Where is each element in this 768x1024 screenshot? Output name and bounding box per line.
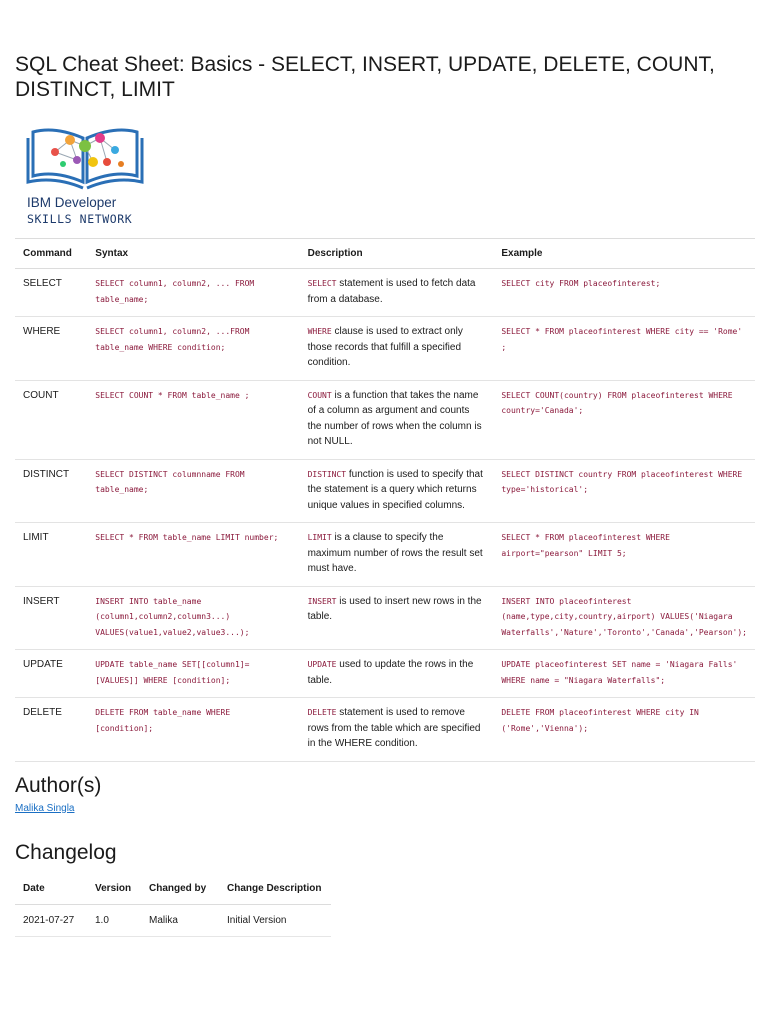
header-description: Description (300, 239, 494, 269)
example-cell: DELETE FROM placeofinterest WHERE city IN ('Rome','Vienna'); (493, 698, 755, 762)
description-text: function is used to specify that the statement is a query which returns unique values in specified columns. (307, 468, 483, 511)
command-cell: COUNT (15, 380, 87, 459)
table-header-row (15, 239, 755, 269)
logo-text-ibm-developer: IBM Developer (27, 195, 117, 210)
description-keyword: WHERE (307, 327, 332, 336)
description-keyword: SELECT (307, 279, 337, 288)
description-keyword: COUNT (307, 390, 332, 400)
changelog-row (15, 904, 331, 936)
example-cell: UPDATE placeofinterest SET name = 'Niagara Falls' WHERE name = "Niagara Waterfalls"; (493, 650, 755, 698)
command-cell: WHERE (15, 317, 87, 381)
description-text: clause is used to extract only those records that fulfill a specified condition. (307, 326, 463, 368)
page-title: SQL Cheat Sheet: Basics - SELECT, INSERT, UPDATE, DELETE, COUNT, DISTINCT, LIMIT (15, 53, 715, 101)
description-cell (300, 698, 494, 762)
description-keyword: UPDATE (307, 660, 337, 669)
description-keyword: LIMIT (307, 533, 332, 542)
description-text: is a function that takes the name of a column as argument and counts the number of rows when the column is not NULL. (307, 389, 482, 447)
description-cell (300, 269, 494, 317)
header-syntax: Syntax (87, 239, 299, 269)
table-row (15, 269, 755, 317)
example-cell: SELECT DISTINCT country FROM placeofinterest WHERE type='historical'; (493, 459, 755, 523)
header-change-description: Change Description (219, 873, 331, 905)
command-cell: INSERT (15, 586, 87, 650)
changelog-heading: Changelog (15, 840, 117, 864)
syntax-cell: SELECT COUNT * FROM table_name ; (87, 380, 299, 459)
syntax-cell: SELECT * FROM table_name LIMIT number; (87, 523, 299, 587)
table-row (15, 586, 755, 650)
changelog-header-row (15, 873, 331, 905)
description-keyword: INSERT (307, 596, 337, 606)
description-cell (300, 523, 494, 587)
description-text: statement is used to fetch data from a database. (307, 278, 476, 305)
example-cell: SELECT city FROM placeofinterest; (493, 269, 755, 317)
syntax-cell: SELECT column1, column2, ... FROM table_name; (87, 269, 299, 317)
example-cell: SELECT COUNT(country) FROM placeofinterest WHERE country='Canada'; (493, 380, 755, 459)
table-row (15, 380, 755, 459)
syntax-cell: DELETE FROM table_name WHERE [condition]; (87, 698, 299, 762)
header-changed-by: Changed by (141, 873, 219, 905)
description-text: is a clause to specify the maximum number of rows the result set must have. (307, 532, 483, 574)
logo-text-skills-network: SKILLS NETWORK (27, 212, 133, 226)
header-command: Command (15, 239, 87, 269)
example-cell: SELECT * FROM placeofinterest WHERE city == 'Rome' ; (493, 317, 755, 381)
command-cell: UPDATE (15, 650, 87, 698)
header-version: Version (87, 873, 141, 905)
table-row (15, 650, 755, 698)
document-page (15, 0, 755, 937)
command-cell: LIMIT (15, 523, 87, 587)
table-row (15, 459, 755, 523)
example-cell: SELECT * FROM placeofinterest WHERE airport="pearson" LIMIT 5; (493, 523, 755, 587)
description-text: is used to insert new rows in the table. (307, 595, 482, 622)
sql-cheat-table (15, 238, 755, 762)
command-cell: DISTINCT (15, 459, 87, 523)
table-row (15, 698, 755, 762)
description-text: statement is used to remove rows from the table which are specified in the WHERE condition. (307, 707, 481, 749)
book-network-icon (25, 124, 150, 194)
changelog-version: 1.0 (87, 904, 141, 936)
description-cell (300, 317, 494, 381)
example-cell: INSERT INTO placeofinterest (name,type,city,country,airport) VALUES('Niagara Waterfalls','Nature','Toronto','Canada','Pearson'); (493, 586, 755, 650)
header-example: Example (493, 239, 755, 269)
ibm-skills-network-logo (25, 124, 150, 226)
header-date: Date (15, 873, 87, 905)
command-cell: SELECT (15, 269, 87, 317)
changelog-description: Initial Version (219, 904, 331, 936)
table-row (15, 317, 755, 381)
syntax-cell: SELECT DISTINCT columnname FROM table_name; (87, 459, 299, 523)
authors-heading: Author(s) (15, 773, 102, 797)
syntax-cell: SELECT column1, column2, ...FROM table_name WHERE condition; (87, 317, 299, 381)
description-cell (300, 586, 494, 650)
changelog-changed-by: Malika (141, 904, 219, 936)
author-link[interactable]: Malika Singla (15, 802, 75, 814)
changelog-table (15, 873, 331, 937)
description-cell (300, 650, 494, 698)
syntax-cell: INSERT INTO table_name (column1,column2,column3...) VALUES(value1,value2,value3...); (87, 586, 299, 650)
command-cell: DELETE (15, 698, 87, 762)
description-text: used to update the rows in the table. (307, 659, 474, 686)
table-row (15, 523, 755, 587)
syntax-cell: UPDATE table_name SET[[column1]=[VALUES]] WHERE [condition]; (87, 650, 299, 698)
description-cell (300, 380, 494, 459)
description-keyword: DISTINCT (307, 469, 347, 479)
description-keyword: DELETE (307, 708, 337, 717)
changelog-date: 2021-07-27 (15, 904, 87, 936)
description-cell (300, 459, 494, 523)
